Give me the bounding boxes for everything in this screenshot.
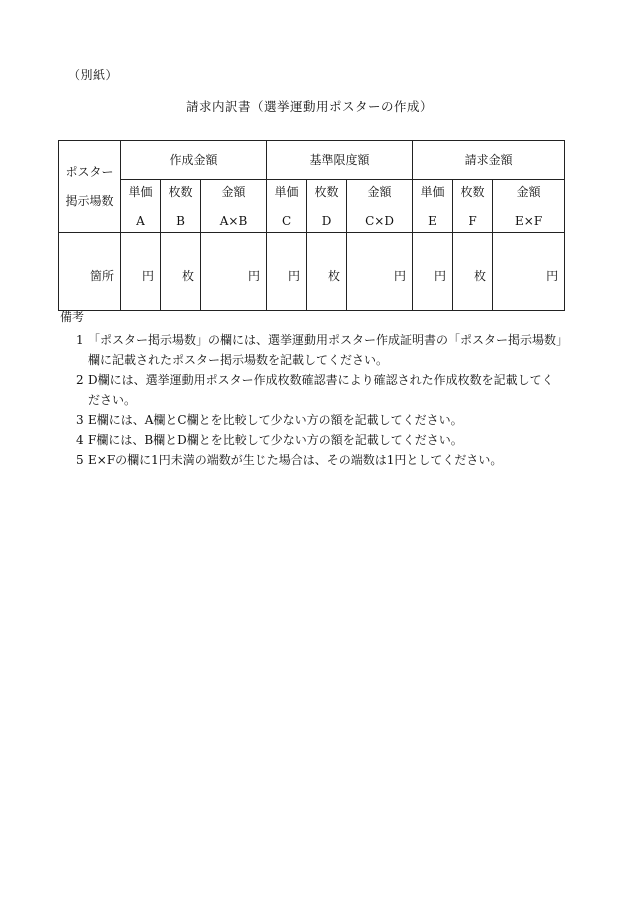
notes-title: 備考 [60,310,85,324]
value-amount-cd: 円 [347,233,413,311]
value-count-b: 枚 [161,233,201,311]
note-text: 「ポスター掲示場数」の欄には、選挙運動用ポスター作成証明書の「ポスター掲示場数」欄に記載されたポスター掲示場数を記載してください。 [88,333,563,367]
header-unit-price-c: 単価 C [267,180,307,233]
note-text: E×Fの欄に1円未満の端数が生じた場合は、その端数は1円としてください。 [88,453,503,467]
claim-breakdown-table [58,140,565,311]
value-amount-ab: 円 [201,233,267,311]
group-standard-limit: 基準限度額 [267,141,413,180]
note-text: E欄には、A欄とC欄とを比較して少ない方の額を記載してください。 [88,413,463,427]
table-row-groups [59,141,565,180]
note-number: 3 [76,413,84,427]
note-item [60,410,565,430]
value-unit-price-c: 円 [267,233,307,311]
header-amount-cd: 金額 C×D [347,180,413,233]
table-row-values [59,233,565,311]
note-item [60,450,565,470]
group-creation-amount: 作成金額 [121,141,267,180]
note-item [60,330,565,370]
header-amount-ab: 金額 A×B [201,180,267,233]
header-count-d: 枚数 D [307,180,347,233]
note-number: 1 [76,333,84,347]
value-count-f: 枚 [453,233,493,311]
document-title: 請求内訳書（選挙運動用ポスターの作成） [186,99,434,114]
header-unit-price-e: 単価 E [413,180,453,233]
poster-header-line2: 掲示場数 [65,194,114,208]
note-item [60,370,565,410]
notes-list [60,330,565,470]
table-row-subheaders [59,180,565,233]
header-amount-ef: 金額 E×F [493,180,565,233]
note-item [60,430,565,450]
value-unit-price-e: 円 [413,233,453,311]
note-text: F欄には、B欄とD欄とを比較して少ない方の額を記載してください。 [88,433,463,447]
poster-count-header [59,141,121,233]
group-claim-amount: 請求金額 [413,141,565,180]
header-count-f: 枚数 F [453,180,493,233]
header-count-b: 枚数 B [161,180,201,233]
note-text: D欄には、選挙運動用ポスター作成枚数確認書により確認された作成枚数を記載してください。 [88,373,554,407]
note-number: 2 [76,373,84,387]
attachment-label: （別紙） [68,68,119,82]
value-poster-places: 箇所 [59,233,121,311]
note-number: 4 [76,433,84,447]
value-amount-ef: 円 [493,233,565,311]
value-count-d: 枚 [307,233,347,311]
note-number: 5 [76,453,84,467]
poster-header-line1: ポスター [65,165,114,179]
value-unit-price-a: 円 [121,233,161,311]
header-unit-price-a: 単価 A [121,180,161,233]
